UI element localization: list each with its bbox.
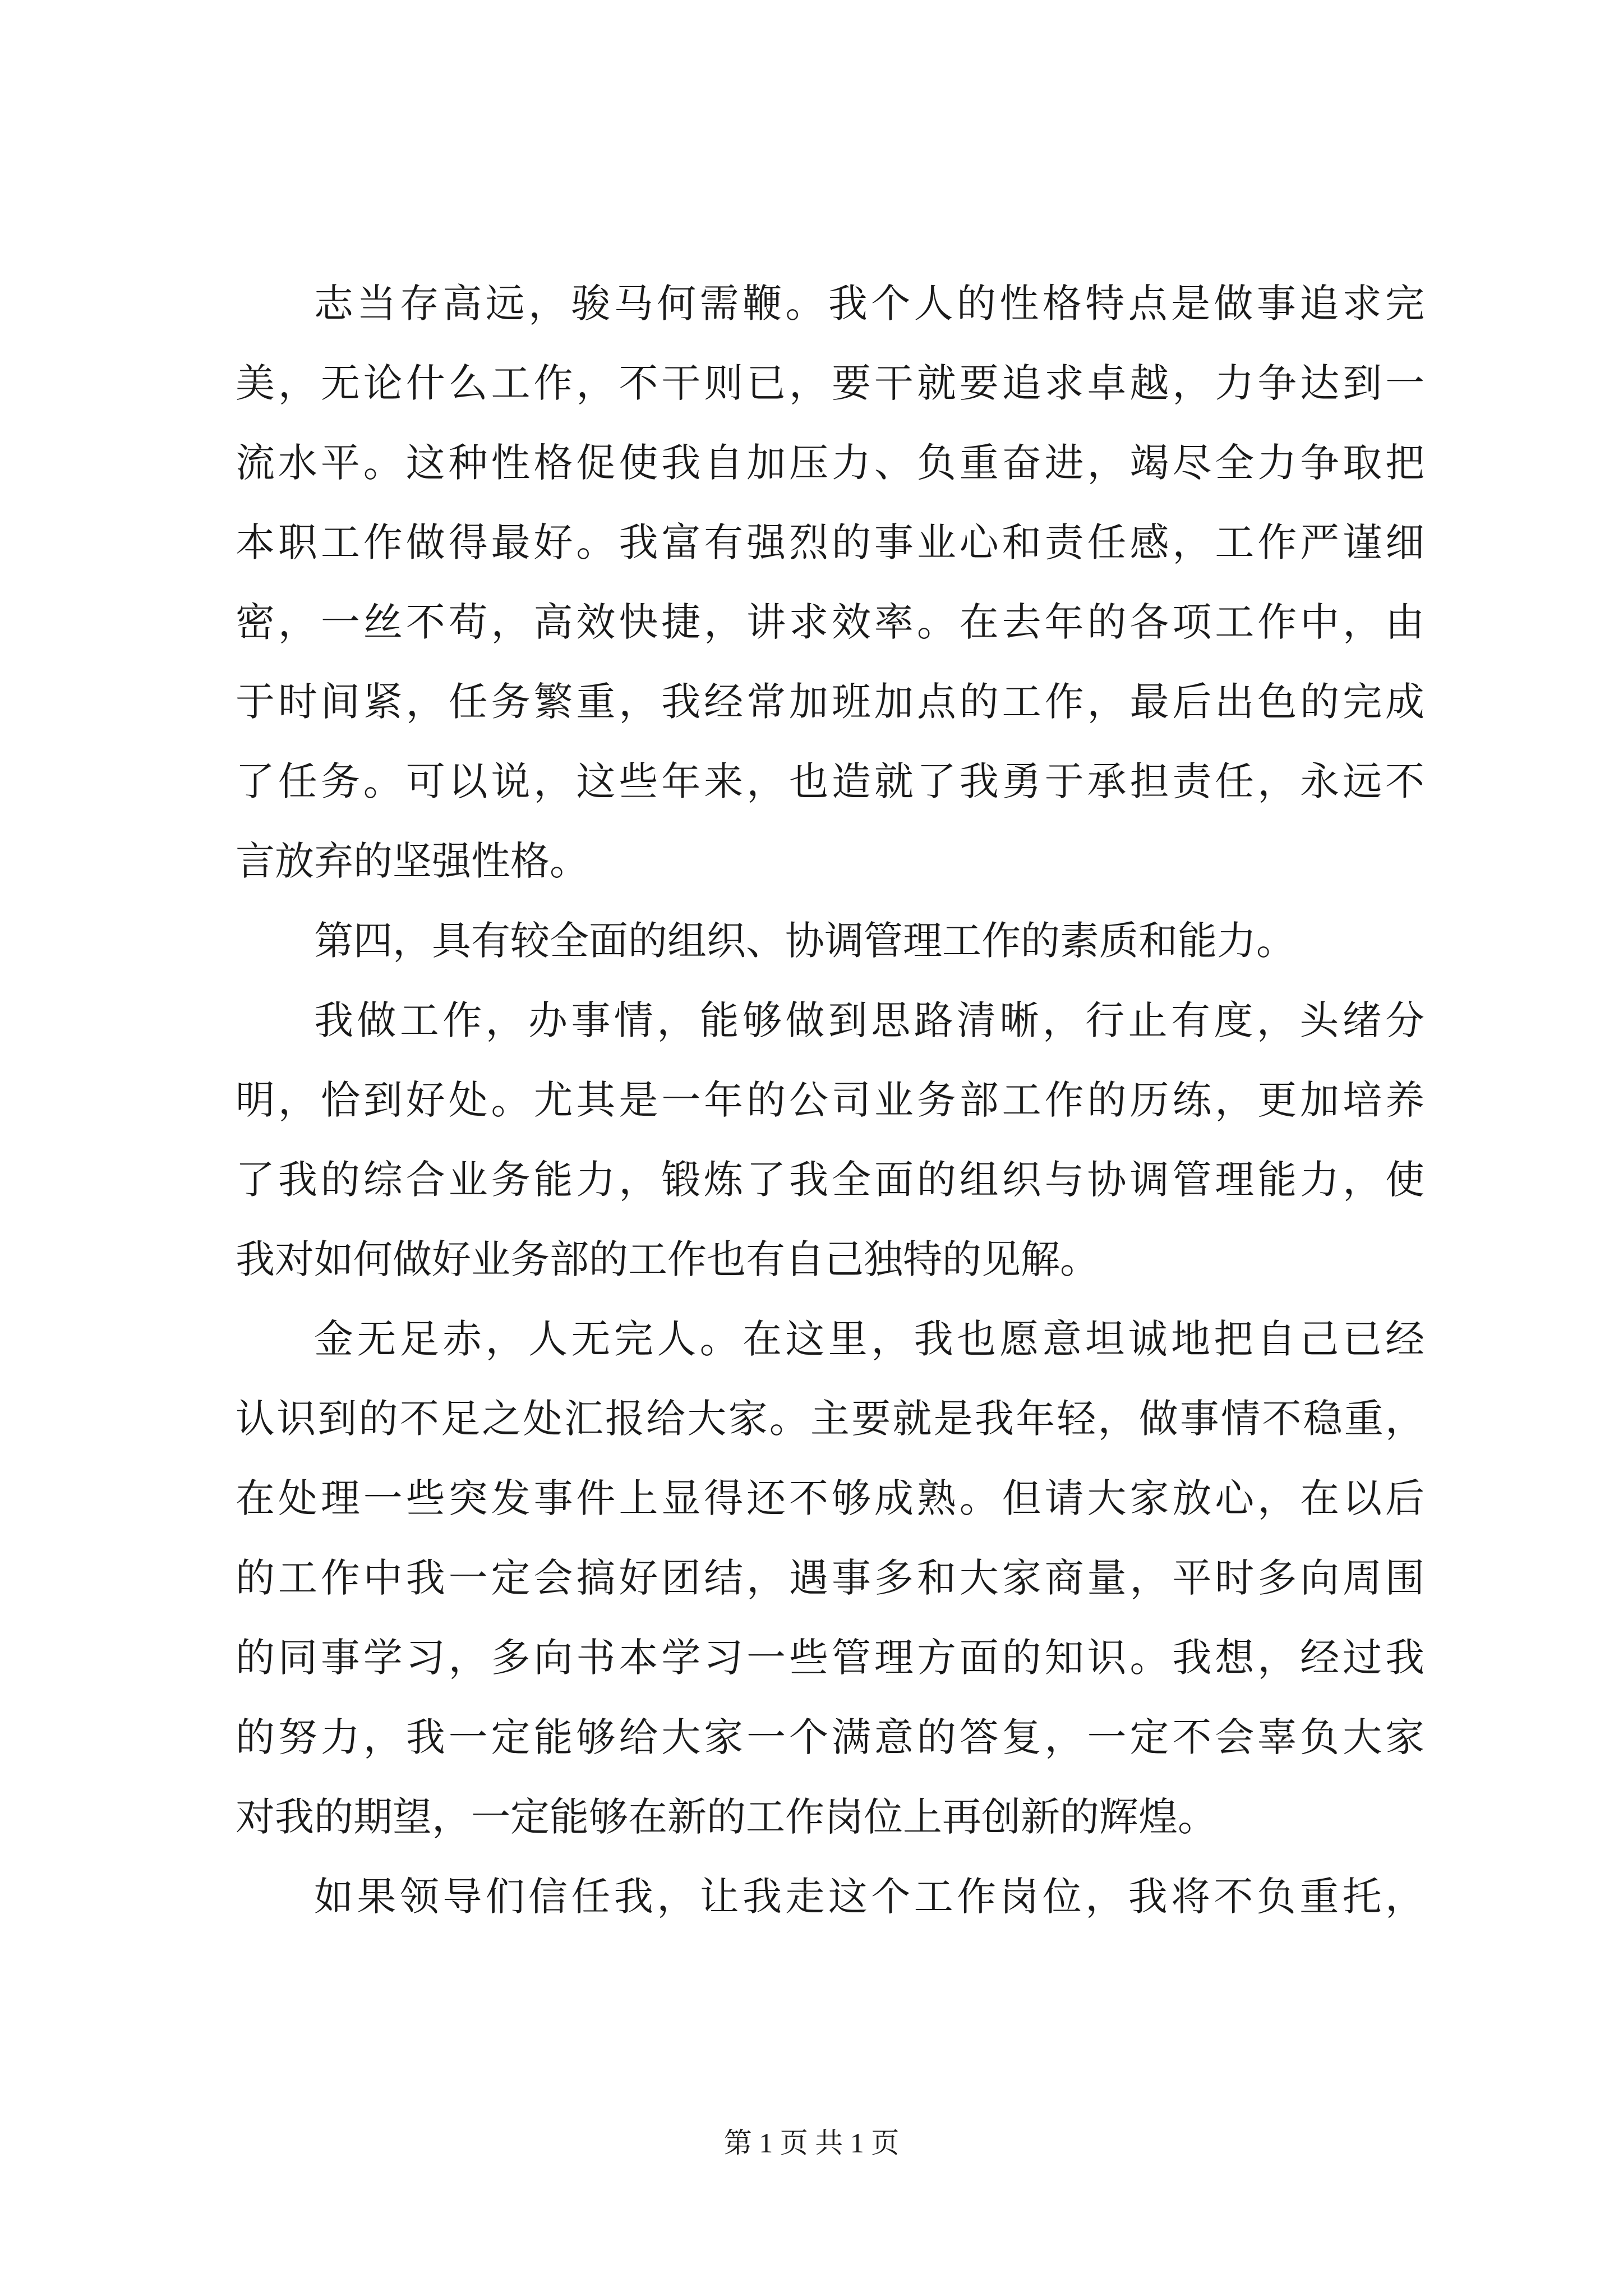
text-line: 言放弃的坚强性格。 <box>236 838 589 884</box>
page-number-footer: 第 1 页 共 1 页 <box>723 2127 900 2159</box>
text-line: 密，一丝不苟，高效快捷，讲求效率。在去年的各项工作中，由 <box>236 599 1424 645</box>
text-line: 如果领导们信任我，让我走这个工作岗位，我将不负重托， <box>314 1874 1424 1920</box>
text-line: 于时间紧，任务繁重，我经常加班加点的工作，最后出色的完成 <box>236 679 1424 725</box>
text-line: 美，无论什么工作，不干则已，要干就要追求卓越，力争达到一 <box>236 360 1424 406</box>
text-line: 流水平。这种性格促使我自加压力、负重奋进，竭尽全力争取把 <box>236 440 1424 486</box>
text-line: 的努力，我一定能够给大家一个满意的答复，一定不会辜负大家 <box>236 1714 1424 1760</box>
document-body <box>236 264 1424 1936</box>
text-line: 对我的期望，一定能够在新的工作岗位上再创新的辉煌。 <box>236 1794 1217 1840</box>
text-line: 在处理一些突发事件上显得还不够成熟。但请大家放心，在以后 <box>236 1475 1424 1521</box>
text-line: 本职工作做得最好。我富有强烈的事业心和责任感，工作严谨细 <box>236 519 1424 565</box>
text-line: 志当存高远，骏马何需鞭。我个人的性格特点是做事追求完 <box>314 280 1424 326</box>
text-line: 了我的综合业务能力，锻炼了我全面的组织与协调管理能力，使 <box>236 1157 1424 1203</box>
text-line: 我对如何做好业务部的工作也有自己独特的见解。 <box>236 1236 1099 1282</box>
text-line: 的工作中我一定会搞好团结，遇事多和大家商量，平时多向周围 <box>236 1555 1424 1601</box>
text-line: 认识到的不足之处汇报给大家。主要就是我年轻，做事情不稳重， <box>236 1396 1424 1442</box>
text-line: 的同事学习，多向书本学习一些管理方面的知识。我想，经过我 <box>236 1635 1424 1681</box>
text-line: 第四，具有较全面的组织、协调管理工作的素质和能力。 <box>314 918 1295 964</box>
text-line: 金无足赤，人无完人。在这里，我也愿意坦诚地把自己已经 <box>314 1316 1424 1362</box>
text-line: 我做工作，办事情，能够做到思路清晰，行止有度，头绪分 <box>314 997 1424 1043</box>
text-line: 明，恰到好处。尤其是一年的公司业务部工作的历练，更加培养 <box>236 1077 1424 1123</box>
text-line: 了任务。可以说，这些年来，也造就了我勇于承担责任，永远不 <box>236 758 1424 804</box>
